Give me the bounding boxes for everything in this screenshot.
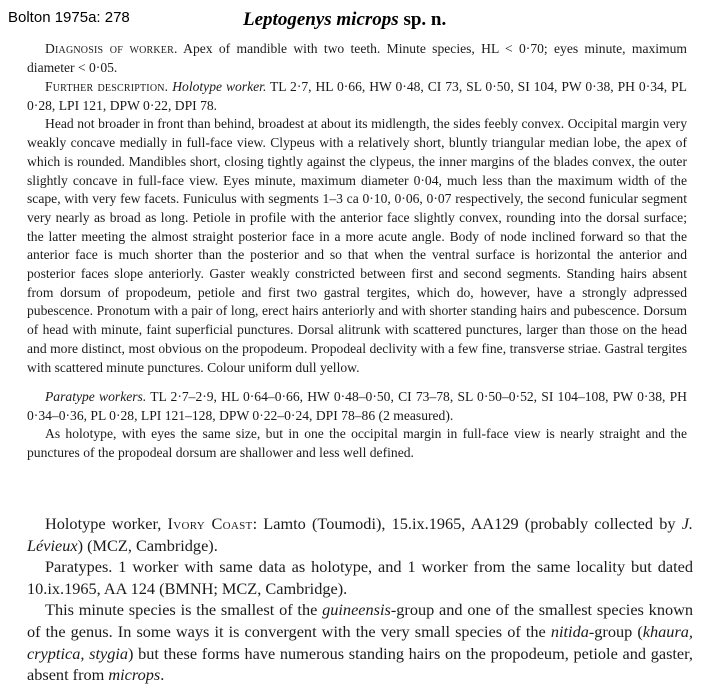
remarks-text-2: -group and one of the smallest species known of the genus. In some ways it is convergent with the very small species of the	[27, 600, 694, 641]
paratype-heading: Paratype workers.	[45, 389, 147, 404]
paratype-comparison: As holotype, with eyes the same size, but in one the occipital margin in full-face view is nearly straight and the punctures of the propodeal dorsum are shallower and less well defined.	[27, 426, 687, 461]
type-material-section	[27, 513, 693, 686]
further-description-heading: Further description.	[45, 79, 169, 94]
paratype-section	[27, 388, 687, 463]
diagnosis-heading: Diagnosis of worker.	[45, 41, 178, 56]
remarks-group-nitida: nitida	[550, 621, 589, 641]
remarks-text-1: This minute species is the smallest of the	[45, 600, 323, 620]
remarks-text-3: -group (	[588, 621, 643, 641]
further-description-section	[27, 78, 687, 377]
species-status: sp. n.	[398, 9, 447, 30]
species-name: Leptogenys microps	[243, 9, 399, 30]
holotype-locality: : Lamto (Toumodi), 15.ix.1965, AA129 (probably collected by	[252, 514, 682, 533]
remarks-text-5: .	[160, 665, 165, 685]
holotype-subheading: Holotype worker.	[172, 79, 267, 94]
remarks-group-guineensis: guineensis	[322, 600, 391, 620]
holotype-country: Ivory Coast	[167, 514, 253, 533]
remarks-paragraph	[27, 599, 693, 685]
holotype-record	[27, 513, 693, 556]
remarks-species-list: khaura, cryptica, stygia	[27, 621, 693, 663]
remarks-species-microps: microps	[108, 665, 161, 685]
holotype-collector: J. Lévieux	[27, 514, 693, 555]
holotype-measurements-paragraph	[27, 78, 687, 115]
species-title	[243, 9, 446, 31]
citation: Bolton 1975a: 278	[8, 9, 130, 26]
holotype-measurements: TL 2·7, HL 0·66, HW 0·48, CI 73, SL 0·50, SI 104, PW 0·38, PH 0·34, PL 0·28, LPI 121, DPW 0·22, DPI 78.	[27, 79, 687, 113]
diagnosis-section	[27, 40, 687, 77]
holotype-record-suffix: ) (MCZ, Cambridge).	[77, 535, 218, 555]
holotype-record-prefix: Holotype worker,	[45, 514, 168, 533]
diagnosis-paragraph	[27, 40, 687, 77]
paratype-measurements: TL 2·7–2·9, HL 0·64–0·66, HW 0·48–0·50, CI 73–78, SL 0·50–0·52, SI 104–108, PW 0·38, PH 0·34–0·36, PL 0·28, LPI 121–128, DPW 0·22–0·24, DPI 78–86 (2 measured).	[27, 389, 687, 423]
remarks-text-4: ) but these forms have numerous standing hairs on the propodeum, petiole and gaster, absent from	[27, 643, 694, 685]
paratype-record: Paratypes. 1 worker with same data as holotype, and 1 worker from the same locality but dated 10.ix.1965, AA 124 (BMNH; MCZ, Cambridge).	[27, 557, 693, 598]
holotype-description: Head not broader in front than behind, broadest at about its midlength, the sides feebly convex. Occipital margin very weakly concave medially in full-face view. Clypeus with a relatively short, bluntly triangular median lobe, the apex of which is rounded. Mandibles short, closing tightly against the clypeus, the inner margins of the blades convex, the outer slightly concave in full-face view. Eyes minute, maximum diameter 0·04, much less than the maximum width of the scape, with very few facets. Funiculus with segments 1–3 ca 0·10, 0·06, 0·07 respectively, the second funicular segment very nearly as broad as long. Petiole in profile with the anterior face slightly convex, rounding into the dorsal surface; the latter meeting the almost straight posterior face in a more acute angle. Body of node inclined forward so that the anterior face is much shorter than the posterior and so that when the ventral surface is horizontal the anterior and posterior faces slope anteriorly. Gaster weakly constricted between first and second segments. Standing hairs absent from dorsum of propodeum, petiole and first two gastral tergites, which do, however, have a strongly adpressed pubescence. Pronotum with a pair of long, erect hairs anteriorly and with shorter standing hairs and pubescence. Dorsum of head with minute, faint superficial punctures. Dorsal alitrunk with scattered punctures, larger than those on the head and more distinct, most obvious on the propodeum. Propodeal declivity with a few fine, transverse striae. Gastral tergites with scattered minute punctures. Colour uniform dull yellow.	[27, 116, 687, 375]
paratype-measurements-paragraph	[27, 388, 687, 425]
diagnosis-text: Apex of mandible with two teeth. Minute species, HL < 0·70; eyes minute, maximum diameter < 0·05.	[27, 41, 688, 75]
